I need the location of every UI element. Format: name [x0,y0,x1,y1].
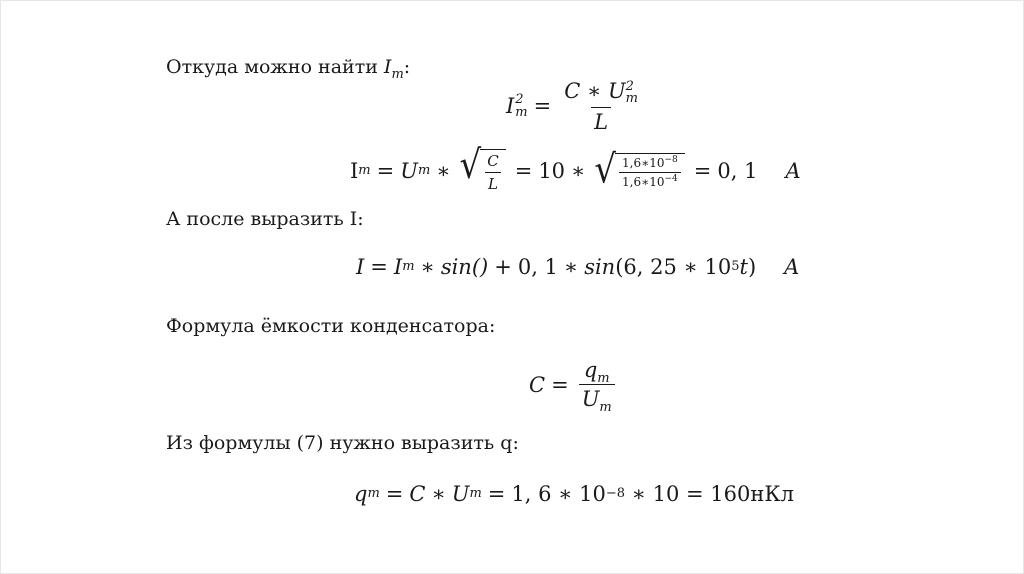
plus-sign: + [494,255,512,279]
fraction-denominator [619,172,681,189]
exponent: −4 [664,174,678,184]
subscript-m: m [625,90,638,106]
sin-argument: (6, 25 ∗ 10 [615,255,732,279]
asterisk-op: ∗ [587,79,602,103]
fraction-denominator: L [591,107,611,134]
equation-capacitance [529,358,619,416]
var-u: U [607,79,626,103]
unit-ampere: A [784,255,800,279]
sqrt-numeric-ratio [594,146,684,193]
var-u: U [400,159,418,183]
equation-im-squared [506,79,645,134]
fraction-c-over-l [484,152,501,193]
fraction-numerator [619,156,681,172]
subscript-m: m [597,371,610,387]
var-c: C [529,372,546,397]
sin-function: sin [584,255,616,279]
subscript-m: m [515,105,528,121]
equals-sign: = [693,159,712,183]
number-ten: 10 [538,159,566,183]
var-q: q [354,482,368,506]
unit-ampere: A [785,159,801,183]
var-i: I [506,94,515,119]
subscript-m: m [599,400,612,416]
radicand [480,149,505,193]
equation-charge: q m = C ∗ U m = 1, 6 ∗ 10 −8 ∗ 10 = 160нКл [354,482,794,506]
equals-sign: = [370,255,388,279]
var-u: U [581,387,600,411]
radical-sign-icon: √ [459,142,482,189]
fraction-numerator: C [487,152,499,170]
equals-sign: = [551,372,569,397]
var-i: I [383,56,392,78]
sqrt-c-over-l [459,142,506,193]
asterisk-op: ∗ [563,255,579,279]
result-tail: ∗ 10 = 160нКл [624,482,794,506]
fraction-denominator: L [485,172,501,193]
asterisk-op: ∗ [420,255,435,279]
fraction-numerator [561,79,641,107]
colon: : [403,56,411,78]
var-i: I [356,255,365,279]
equals-sign: = [385,482,404,506]
equation-current: I = I m ∗ sin() + 0, 1 ∗ sin (6, 25 ∗ 10 5 t ) A [356,255,800,279]
var-u: U [451,482,470,506]
radical-sign-icon: √ [594,146,616,193]
var-q: q [583,358,598,382]
var-i: I [350,159,359,183]
fraction-numerator [581,358,613,387]
coefficient: 0, 1 [517,255,558,279]
var-c: C [564,79,581,103]
text-find-im [166,55,411,82]
superscript-2: 2 [515,92,524,108]
result-value: 0, 1 [717,159,758,183]
radicand [615,153,685,189]
var-i: I [393,255,403,279]
equals-sign: = [487,482,506,506]
close-paren: ) [747,255,757,279]
var-c: C [409,482,426,506]
numerator-mantissa: 1,6∗10 [622,156,665,170]
text-express-i: А после выразить I: [166,208,364,230]
equals-sign: = [533,94,552,119]
var-t: t [739,255,748,279]
fraction-qm-over-um [579,358,615,416]
equals-sign: = [376,159,395,183]
superscript-2: 2 [625,78,634,94]
text-express-q: Из формулы (7) нужно выразить q: [166,432,519,454]
asterisk-op: ∗ [436,159,451,183]
asterisk-op: ∗ [431,482,446,506]
equation-im-value: I m = U m ∗ √ $\frac{C}{L}$ = 10 ∗ √ $\frac{1,6∗10^{-8}}{1,6∗10^{-4}}$ = 0, 1 A [350,149,801,193]
sin-function: sin() [440,255,489,279]
fraction-denominator [579,384,615,416]
mantissa: 1, 6 ∗ 10 [511,482,606,506]
equals-sign: = [514,159,533,183]
text-find-im-prefix: Откуда можно найти [166,56,384,78]
exponent: −8 [664,155,678,165]
fraction-c-um2-over-l [561,79,641,134]
fraction-numeric [619,156,681,189]
text-capacitance-formula: Формула ёмкости конденсатора: [166,315,496,337]
subscript-m: m [391,66,404,82]
asterisk-op: ∗ [571,159,586,183]
denominator-mantissa: 1,6∗10 [622,175,665,189]
